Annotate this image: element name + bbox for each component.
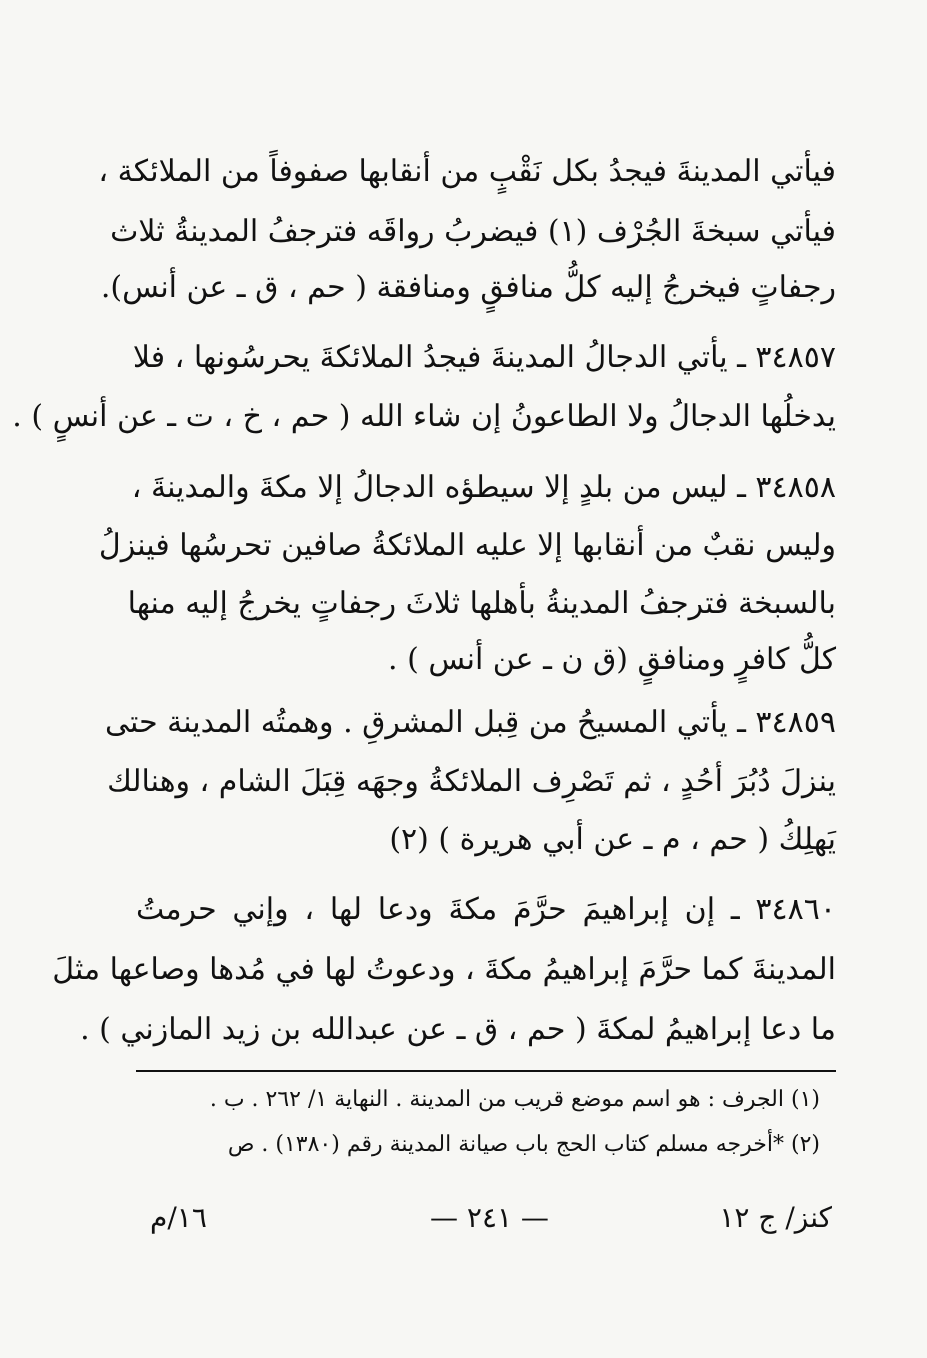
text-line: فيأتي المدينةَ فيجدُ بكل نَقْبٍ من أنقابها صفوفاً من الملائكة ، — [98, 154, 836, 189]
text-line: وليس نقبٌ من أنقابها إلا عليه الملائكةُ صافين تحرسُها فينزلُ — [98, 528, 836, 563]
text-line: ٣٤٨٥٨ ـ ليس من بلدٍ إلا سيطؤه الدجالُ إلا مكةَ والمدينةَ ، — [131, 470, 836, 505]
footnote: (٢) *أخرجه مسلم كتاب الحج باب صيانة المدينة رقم (١٣٨٠) . ص — [227, 1132, 820, 1157]
text-line: ٣٤٨٥٧ ـ يأتي الدجالُ المدينةَ فيجدُ الملائكةَ يحرسُونها ، فلا — [132, 340, 836, 375]
text-line: ما دعا إبراهيمُ لمكةَ ( حم ، ق ـ عن عبدالله بن زيد المازني ) . — [80, 1012, 836, 1047]
text-line: بالسبخة فترجفُ المدينةُ بأهلها ثلاثَ رجفاتٍ يخرجُ إليه منها — [127, 586, 836, 621]
footnote-separator — [136, 1070, 836, 1072]
text-line: ينزلَ دُبُرَ أحُدٍ ، ثم تَصْرِف الملائكةُ وجهَه قِبَلَ الشام ، وهنالك — [107, 764, 836, 799]
text-line: رجفاتٍ فيخرجُ إليه كلُّ منافقٍ ومنافقة ( حم ، ق ـ عن أنس). — [100, 270, 836, 305]
text-line: يدخلُها الدجالُ ولا الطاعونُ إن شاء الله ( حم ، خ ، ت ـ عن أنسٍ ) . — [12, 399, 836, 434]
text-line: يَهلِكُ ( حم ، م ـ عن أبي هريرة ) (٢) — [389, 822, 836, 857]
sheet-mark: ١٦/م — [150, 1201, 207, 1234]
footnote: (١) الجرف : هو اسم موضع قريب من المدينة . النهاية ١/ ٢٦٢ . ب . — [209, 1087, 820, 1112]
volume-signature: كنز/ ج ١٢ — [719, 1201, 832, 1234]
page-number: — ٢٤١ — — [430, 1201, 549, 1234]
text-line: ٣٤٨٦٠ ـ إن إبراهيمَ حرَّمَ مكةَ ودعا لها ، وإني حرمتُ — [136, 892, 836, 927]
text-line: ٣٤٨٥٩ ـ يأتي المسيحُ من قِبل المشرقِ . وهمتُه المدينة حتى — [105, 705, 836, 740]
text-line: المدينةَ كما حرَّمَ إبراهيمُ مكةَ ، ودعوتُ لها في مُدها وصاعها مثلَ — [52, 952, 836, 987]
text-line: كلُّ كافرٍ ومنافقٍ (ق ن ـ عن أنس ) . — [388, 642, 836, 677]
text-line: فيأتي سبخةَ الجُرْف (١) فيضربُ رواقَه فترجفُ المدينةُ ثلاث — [110, 214, 836, 249]
